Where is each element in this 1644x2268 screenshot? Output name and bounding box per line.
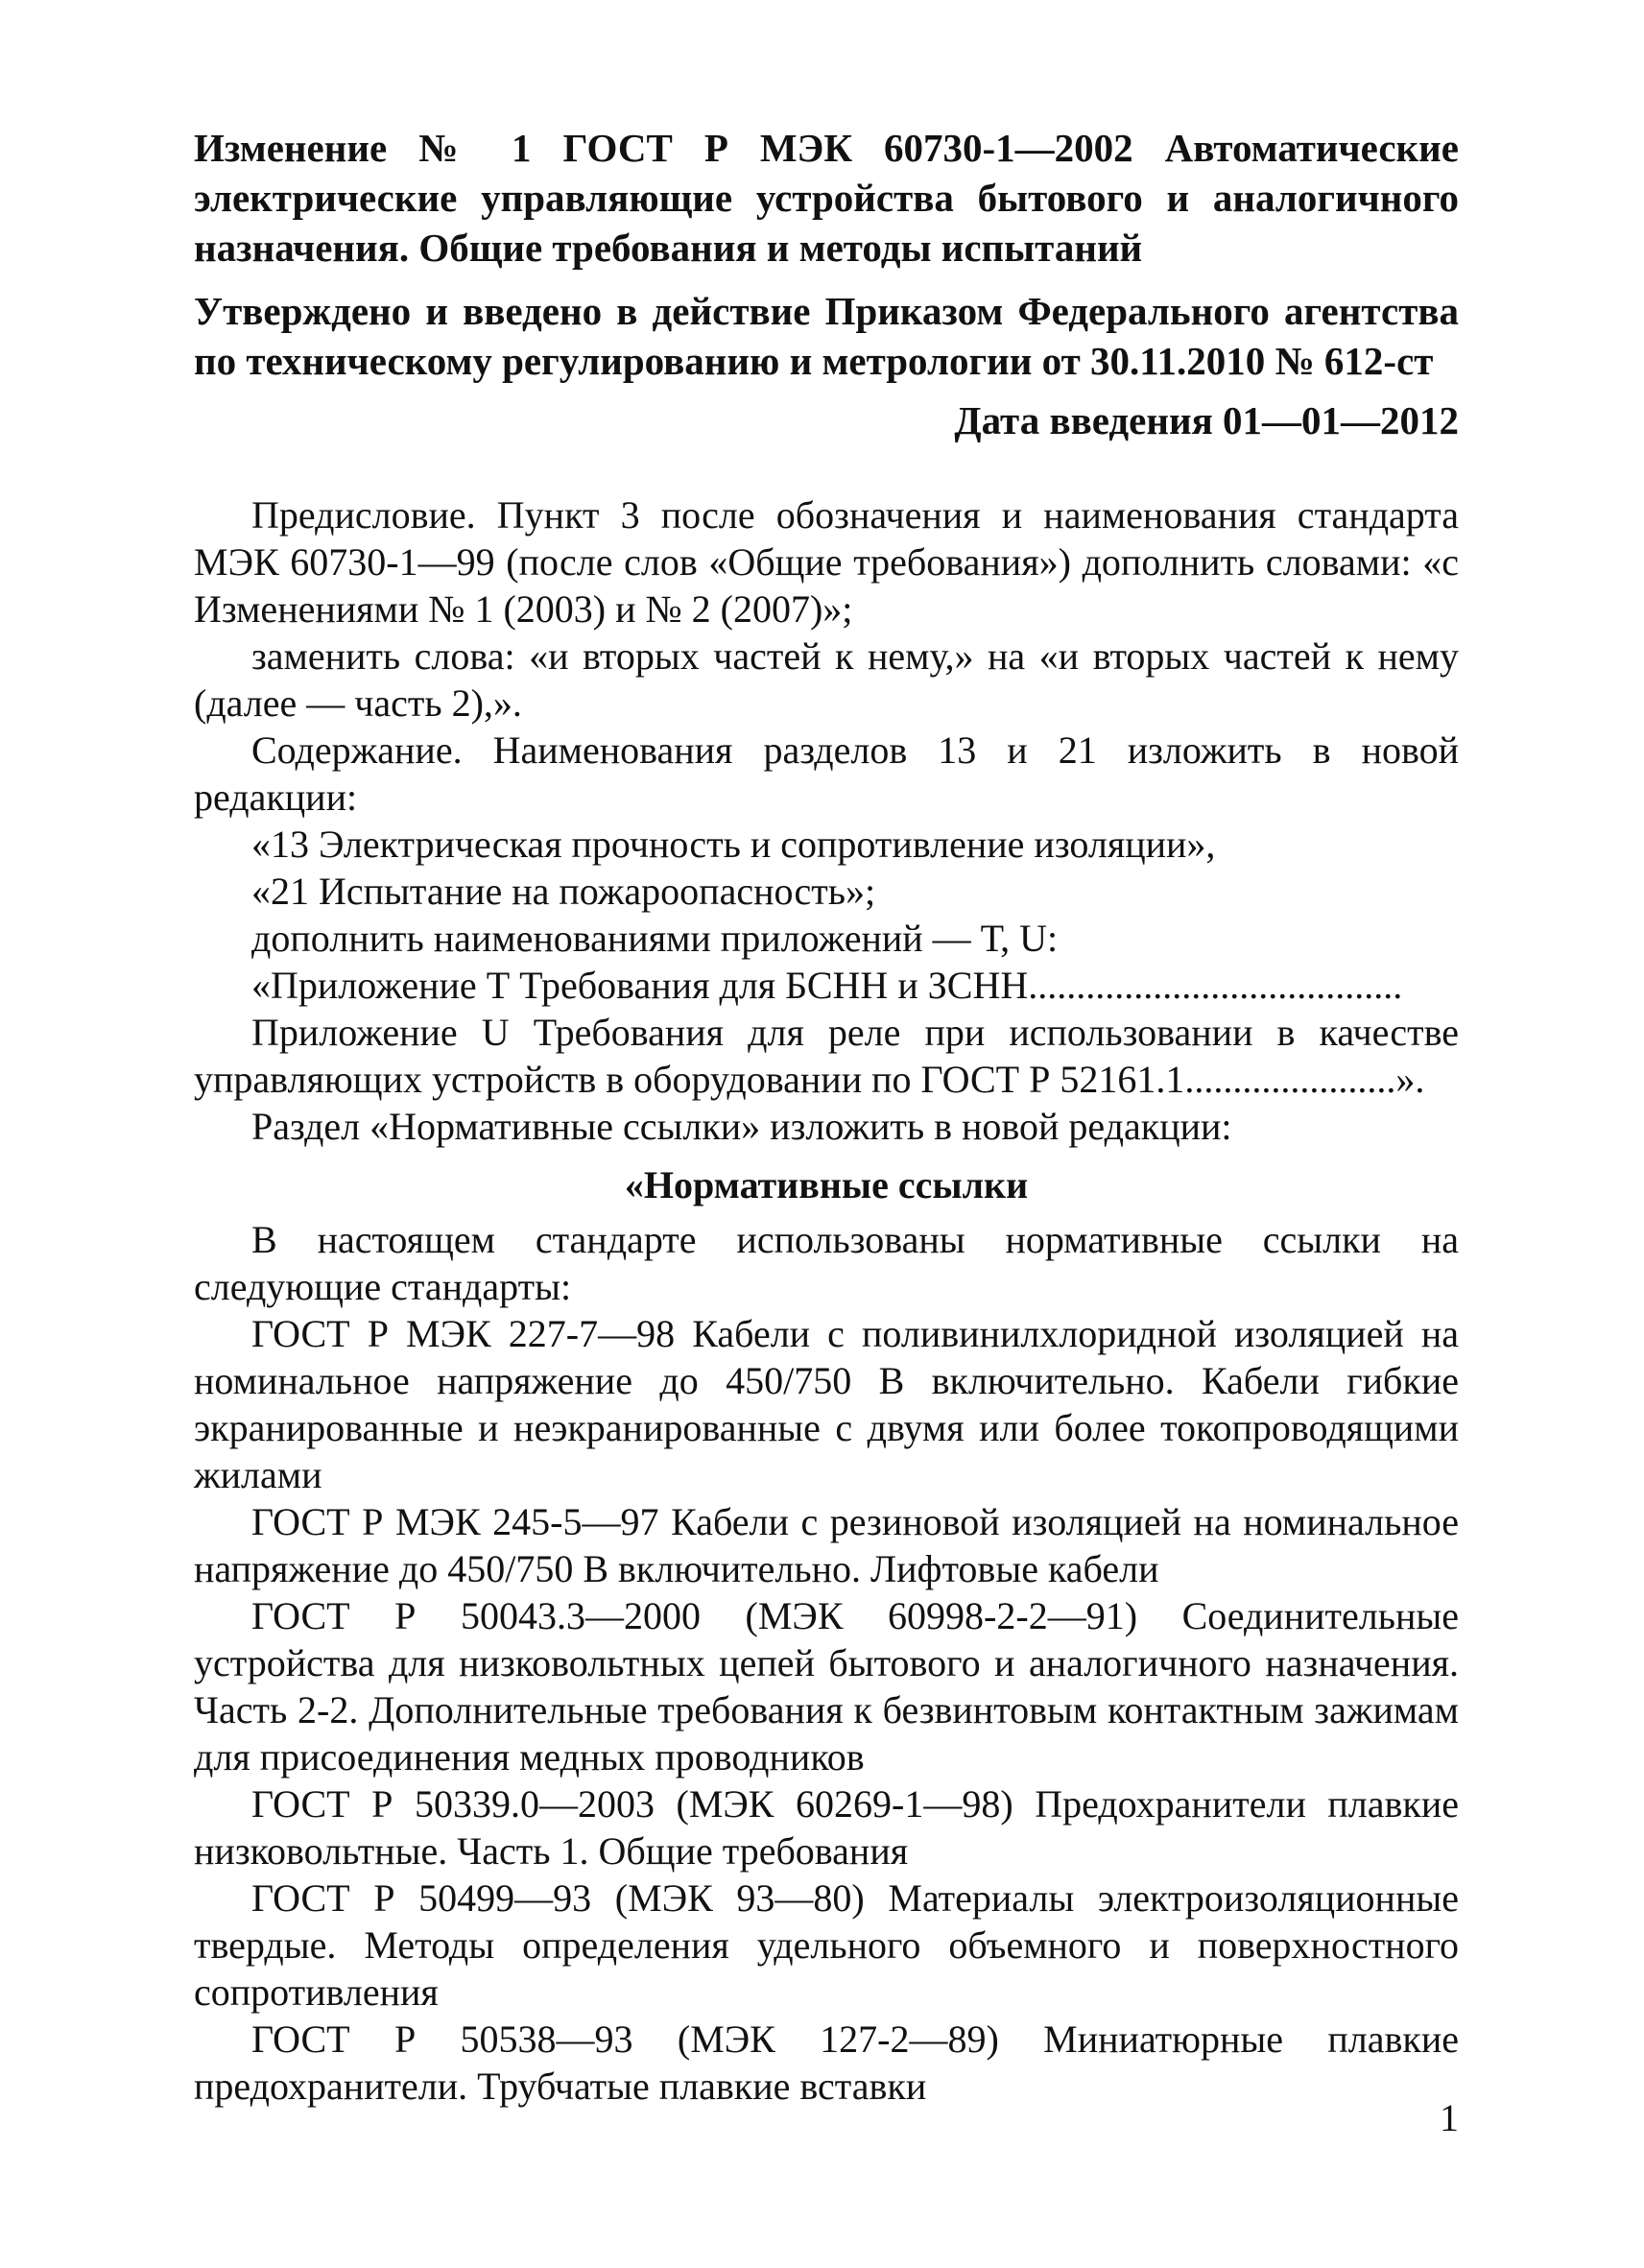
paragraph-section-13: «13 Электрическая прочность и сопротивление изоляции»,	[251, 823, 1216, 866]
reference-item: ГОСТ Р 50339.0—2003 (МЭК 60269-1—98) Предохранители плавкие низковольтные. Часть 1. Общие требования	[194, 1782, 1459, 1873]
section-title-normative-references: «Нормативные ссылки	[624, 1163, 1029, 1206]
paragraph-annex-u: Приложение U Требования для реле при использовании в качестве управляющих устройств в оборудовании по ГОСТ Р 52161.1......................».	[194, 1011, 1459, 1101]
approval-statement: Утверждено и введено в действие Приказом Федерального агентства по техническому регулированию и метрологии от 30.11.2010 № 612-ст	[194, 289, 1459, 383]
paragraph-replace-words: заменить слова: «и вторых частей к нему,» на «и вторых частей к нему (далее — часть 2),».	[194, 634, 1459, 725]
page-number: 1	[1440, 2096, 1459, 2139]
paragraph-add-annexes: дополнить наименованиями приложений — Т, U:	[251, 917, 1059, 960]
paragraph-normative-refs-intro: Раздел «Нормативные ссылки» изложить в новой редакции:	[251, 1105, 1232, 1148]
paragraph-annex-t: «Приложение Т Требования для БСНН и ЗСНН.......................................	[251, 964, 1403, 1007]
reference-item: ГОСТ Р 50499—93 (МЭК 93—80) Материалы электроизоляционные твердые. Методы определения удельного объемного и поверхностного сопротивления	[194, 1876, 1459, 2014]
paragraph-refs-intro: В настоящем стандарте использованы нормативные ссылки на следующие стандарты:	[194, 1218, 1459, 1308]
reference-item: ГОСТ Р МЭК 245-5—97 Кабели с резиновой изоляцией на номинальное напряжение до 450/750 В включительно. Лифтовые кабели	[194, 1500, 1459, 1590]
paragraph-foreword: Предисловие. Пункт 3 после обозначения и наименования стандарта МЭК 60730-1—99 (после слов «Общие требования») дополнить словами: «с Изменениями № 1 (2003) и № 2 (2007)»;	[194, 493, 1459, 631]
paragraph-section-21: «21 Испытание на пожароопасность»;	[251, 870, 876, 913]
reference-item: ГОСТ Р 50043.3—2000 (МЭК 60998-2-2—91) Соединительные устройства для низковольтных цепей бытового и аналогичного назначения. Часть 2-2. Дополнительные требования к безвинтовым контактным зажимам для присоединения медных проводников	[194, 1594, 1459, 1779]
document-body	[194, 491, 1459, 2110]
effective-date: Дата введения 01—01—2012	[954, 398, 1459, 442]
reference-item: ГОСТ Р МЭК 227-7—98 Кабели с поливинилхлоридной изоляцией на номинальное напряжение до 450/750 В включительно. Кабели гибкие экранированные и неэкранированные с двумя или более токопроводящими жилами	[194, 1312, 1459, 1496]
reference-item: ГОСТ Р 50538—93 (МЭК 127-2—89) Миниатюрные плавкие предохранители. Трубчатые плавкие вставки	[194, 2017, 1459, 2108]
document-page	[194, 123, 1459, 2110]
paragraph-contents: Содержание. Наименования разделов 13 и 21 изложить в новой редакции:	[194, 728, 1459, 819]
amendment-title: Изменение № 1 ГОСТ Р МЭК 60730-1—2002 Автоматические электрические управляющие устройства бытового и аналогичного назначения. Общие требования и методы испытаний	[194, 126, 1459, 270]
